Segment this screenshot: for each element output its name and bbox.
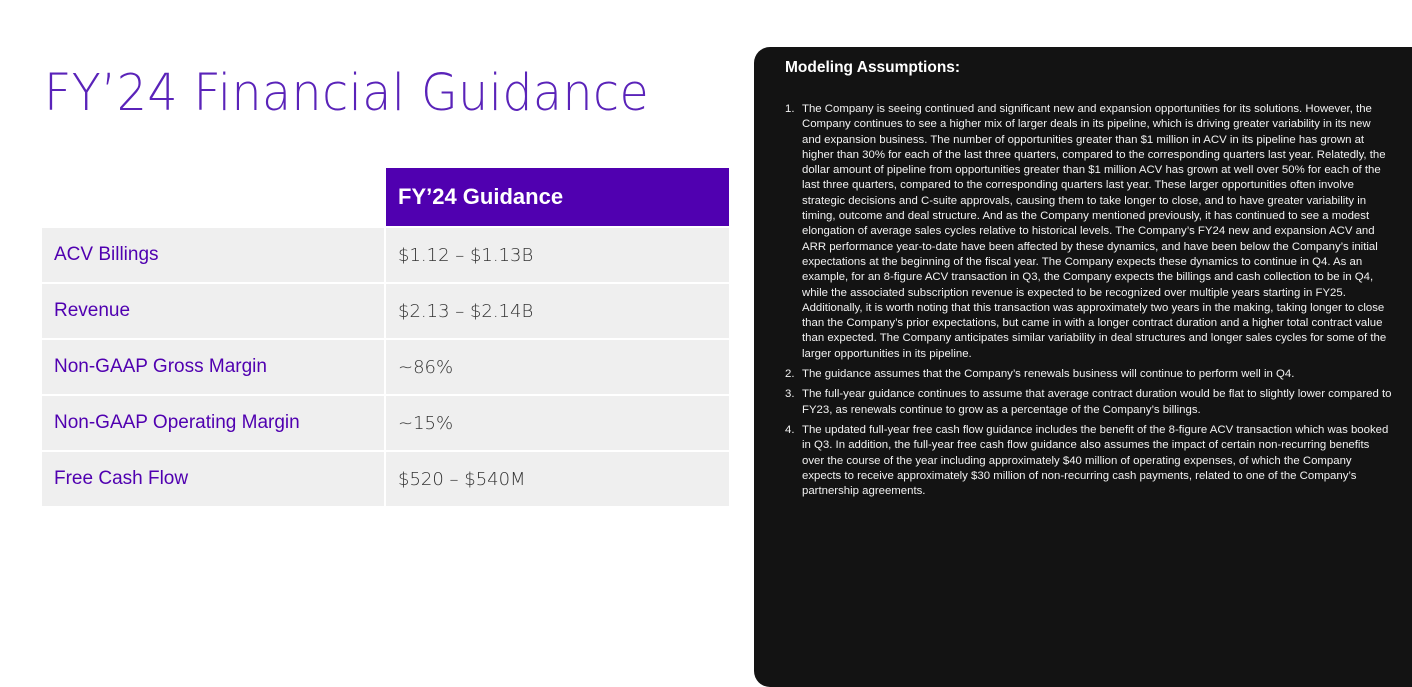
metric-label: Non-GAAP Operating Margin (42, 396, 384, 450)
table-header-spacer (42, 168, 386, 226)
assumption-text: The Company is seeing continued and significant new and expansion opportunities for its solutions. However, the Company continues to see a higher mix of larger deals in its pipeline, which is driving greater variability in its new and expansion business. The number of opportunities greater than $1 million in ACV in its pipeline has grown at higher than 30% for each of the last three quarters, compared to the corresponding quarters last year. Relatedly, the dollar amount of pipeline from opportunities greater than $1 million ACV has grown at well over 50% for each of the last three quarters, compared to the corresponding quarters last year. These larger opportunities often involve strategic decisions and C-suite approvals, causing them to take longer to close, and to have greater variability in timing, outcome and deal structure. And as the Company mentioned previously, it has continued to see a modest elongation of average sales cycles relative to historical levels. The Company’s FY24 new and expansion ACV and ARR performance year-to-date have been affected by these dynamics, and have been below the Company’s initial expectations at the beginning of the fiscal year. The Company expects these dynamics to continue in Q4. As an example, for an 8-figure ACV transaction in Q3, the Company expects the billings and cash collection to be in Q4, while the associated subscription revenue is expected to be recognized over multiple years starting in FY25. Additionally, it is worth noting that this transaction was approximately two years in the making, taking longer to close than the Company’s prior expectations, but came in with a longer contract duration and a higher total contract value than expected. The Company anticipates similar variability in deal structures and longer sales cycles for some of the larger opportunities in its pipeline. (802, 103, 1387, 360)
metric-value: ~15% (386, 396, 729, 450)
assumption-item (785, 102, 1392, 362)
assumption-item (785, 367, 1392, 382)
assumption-number: 1. (785, 103, 795, 115)
assumption-text: The updated full-year free cash flow guidance includes the benefit of the 8-figure ACV transaction which was booked in Q3. In addition, the full-year free cash flow guidance also assumes the impact of certain non-recurring benefits over the course of the year including approximately $40 million of operating expenses, of which the Company expects to receive approximately $30 million of non-recurring cash payments, related to one of the Company’s partnership agreements. (802, 423, 1389, 498)
metric-value: $1.12 – $1.13B (386, 228, 729, 282)
metric-label: ACV Billings (42, 228, 384, 282)
table-header-row (42, 168, 729, 226)
metric-label: Free Cash Flow (42, 452, 384, 506)
assumption-number: 4. (785, 423, 795, 436)
table-row (42, 452, 729, 506)
page-title: FY’24 Financial Guidance (44, 64, 650, 124)
guidance-table (42, 168, 729, 506)
metric-label: Revenue (42, 284, 384, 338)
table-row (42, 228, 729, 282)
panel-title: Modeling Assumptions: (785, 59, 961, 76)
assumption-number: 3. (785, 388, 795, 401)
modeling-assumptions-panel (754, 47, 1412, 687)
assumption-text: The guidance assumes that the Company’s renewals business will continue to perform well in Q4. (802, 368, 1295, 381)
metric-value: $2.13 – $2.14B (386, 284, 729, 338)
assumption-number: 2. (785, 368, 795, 381)
table-header-guidance: FY’24 Guidance (386, 168, 729, 226)
assumption-item (785, 387, 1392, 418)
assumption-item (785, 423, 1392, 499)
table-row (42, 284, 729, 338)
table-row (42, 396, 729, 450)
table-row (42, 340, 729, 394)
assumption-text: The full-year guidance continues to assume that average contract duration would be flat to slightly lower compared to FY23, as renewals continue to grow as a percentage of the Company’s billings. (802, 388, 1392, 416)
metric-value: ~86% (386, 340, 729, 394)
metric-label: Non-GAAP Gross Margin (42, 340, 384, 394)
metric-value: $520 – $540M (386, 452, 729, 506)
assumptions-list (785, 102, 1392, 499)
